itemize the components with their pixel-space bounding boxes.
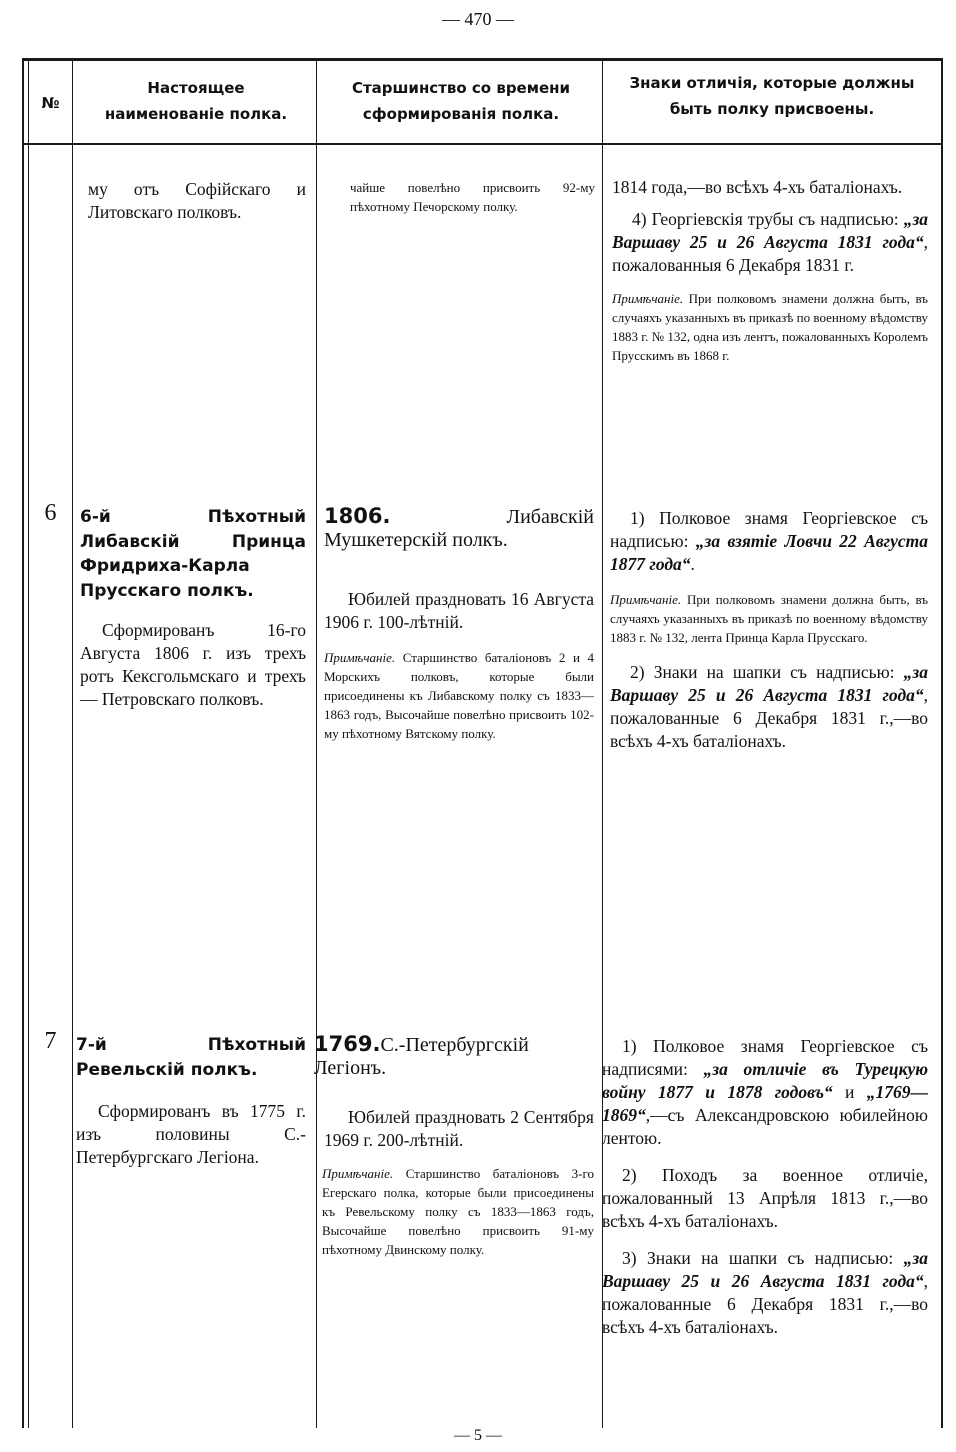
continued-insignia-item-4 [612,208,928,277]
row-7-formed: Сформированъ въ 1775 г. изъ половины С.-Петербургскаго Легіона. [76,1101,306,1167]
insignia-and: и [832,1082,867,1102]
row-7-seniority-text: С.-Петербургскій Легіонъ. [314,1034,529,1079]
insignia-suffix: ,—съ Александровскою юбилейною лентою. [602,1105,928,1148]
continued-name: му отъ Софійскаго и Литовскаго полковъ. [88,179,306,222]
row-6-name: 6-й Пѣхотный Либавскій Принца Фридриха-Карла Прусскаго полкъ. [80,507,306,601]
continued-insignia [612,176,928,365]
row-6-seniority [324,505,594,552]
note-text: При полковомъ знамени должна быть, въ случаяхъ указанныхъ въ приказѣ по военному вѣдомству 1883 г. № 132, одна изъ лентъ, пожалованныхъ Королемъ Прусскимъ въ 1868 г. [612,291,928,363]
row-6-number: 6 [44,500,57,526]
row-6-insignia-note [610,590,928,647]
row-7-insignia-2: 2) Походъ за военное отличіе, пожалованный 13 Апрѣля 1813 г.,—во всѣхъ 4-хъ баталіонахъ. [602,1165,928,1231]
note-text: Старшинство баталіоновъ 2 и 4 Морскихъ полковъ, которые были присоединены къ Либавскому полку съ 1833—1863 годъ, Высочайше повелѣно присвоить 102-му пѣхотному Вятскому полку. [324,650,595,741]
right-border [941,58,943,1428]
row-7-jubilee: Юбилей праздновать 2 Сентября 1969 г. 200-лѣтній. [324,1107,594,1150]
header-insignia: Знаки отличія, которые должны быть полку присвоены. [629,74,915,118]
row-7-insignia-cell [602,1035,928,1339]
row-7-seniority [314,1033,594,1080]
note-text: Старшинство баталіоновъ 3-го Егерскаго полка, которые были присоединены къ Ревельскому полку съ 1833—1863 годъ, Высочайше повелѣно присвоить 91-му пѣхотному Двинскому полку. [322,1166,594,1257]
item-4-prefix: 4) Георгіевскія трубы съ надписью: [632,209,899,229]
continued-seniority: чайше повелѣно присвоить 92-му пѣхотному Печорскому полку. [350,180,595,214]
insignia-motto-a: „за отличіе въ Турецкую войну 1877 и 1878 годовъ“ [602,1059,928,1102]
continued-insignia-item: 1814 года,—во всѣхъ 4-хъ баталіонахъ. [612,177,903,197]
item-4-suffix: , пожалованныя 6 Декабря 1831 г. [612,232,928,275]
row-7-name-cell [76,1033,306,1169]
col-divider-1 [72,58,73,1428]
insignia-motto: „за взятіе Ловчи 22 Августа 1877 года“ [610,531,928,574]
row-7-insignia-3 [602,1247,928,1339]
header-seniority: Старшинство со времени сформированія полка. [351,79,571,123]
item-4-motto: „за Варшаву 25 и 26 Августа 1831 года“ [612,209,929,252]
insignia-suffix: . [690,554,695,574]
row-6-insignia-1 [610,507,928,576]
insignia-suffix: , пожалованные 6 Декабря 1831 г.,—во всѣхъ 4-хъ баталіонахъ. [610,685,928,751]
row-6-insignia-cell [610,507,928,753]
header-number: № [41,94,60,112]
insignia-suffix: , пожалованные 6 Декабря 1831 г.,—во всѣхъ 4-хъ баталіонахъ. [602,1271,928,1337]
note-text: При полковомъ знамени должна быть, въ случаяхъ указанныхъ въ приказѣ по военному вѣдомству 1883 г. № 132, лента Принца Карла Прусскаго. [610,592,929,645]
continued-insignia-note [612,289,928,365]
row-7-name: 7-й Пѣхотный Ревельскій полкъ. [76,1035,306,1080]
row-6-name-cell [80,505,306,711]
insignia-motto: „за Варшаву 25 и 26 Августа 1831 года“ [602,1248,928,1291]
row-6-year: 1806. [324,504,391,528]
row-7-note [314,1164,594,1259]
note-label: Примѣчаніе. [322,1166,394,1181]
page-number-bottom: — 5 — [454,1427,502,1444]
row-6-note [324,648,594,743]
row-7-seniority-cell [314,1033,594,1259]
insignia-prefix: 1) Полковое знамя Георгіевское съ надписями: [602,1036,928,1079]
header-name: Настоящее наименованіе полка. [104,79,288,123]
note-label: Примѣчаніе. [610,592,682,607]
note-label: Примѣчаніе. [324,650,396,665]
left-border-inner [28,58,29,1428]
row-7-number: 7 [44,1028,57,1054]
left-border-outer [22,58,24,1428]
page-number-top: — 470 — [442,9,514,29]
row-6-formed: Сформированъ 16-го Августа 1806 г. изъ трехъ ротъ Кексгольмскаго и трехъ — Петровскаго полковъ. [80,620,306,709]
insignia-prefix: 3) Знаки на шапки съ надписью: [622,1248,904,1268]
insignia-prefix: 1) Полковое знамя Георгіевское съ надписью: [610,508,928,551]
row-7-year: 1769. [314,1032,381,1056]
row-7-insignia-1 [602,1035,928,1150]
insignia-motto-b: „1769—1869“ [602,1082,928,1125]
insignia-prefix: 2) Знаки на шапки съ надписью: [630,662,904,682]
row-6-seniority-cell [324,505,594,743]
note-label: Примѣчаніе. [612,291,684,306]
table-top-rule [22,58,942,61]
insignia-motto: „за Варшаву 25 и 26 Августа 1831 года“ [610,662,928,705]
row-6-insignia-2 [610,661,928,753]
row-6-jubilee: Юбилей праздновать 16 Августа 1906 г. 100-лѣтній. [324,589,594,632]
header-bottom-rule [22,143,942,145]
row-6-seniority-text: Либавскій Мушкетерскій полкъ. [324,506,594,551]
